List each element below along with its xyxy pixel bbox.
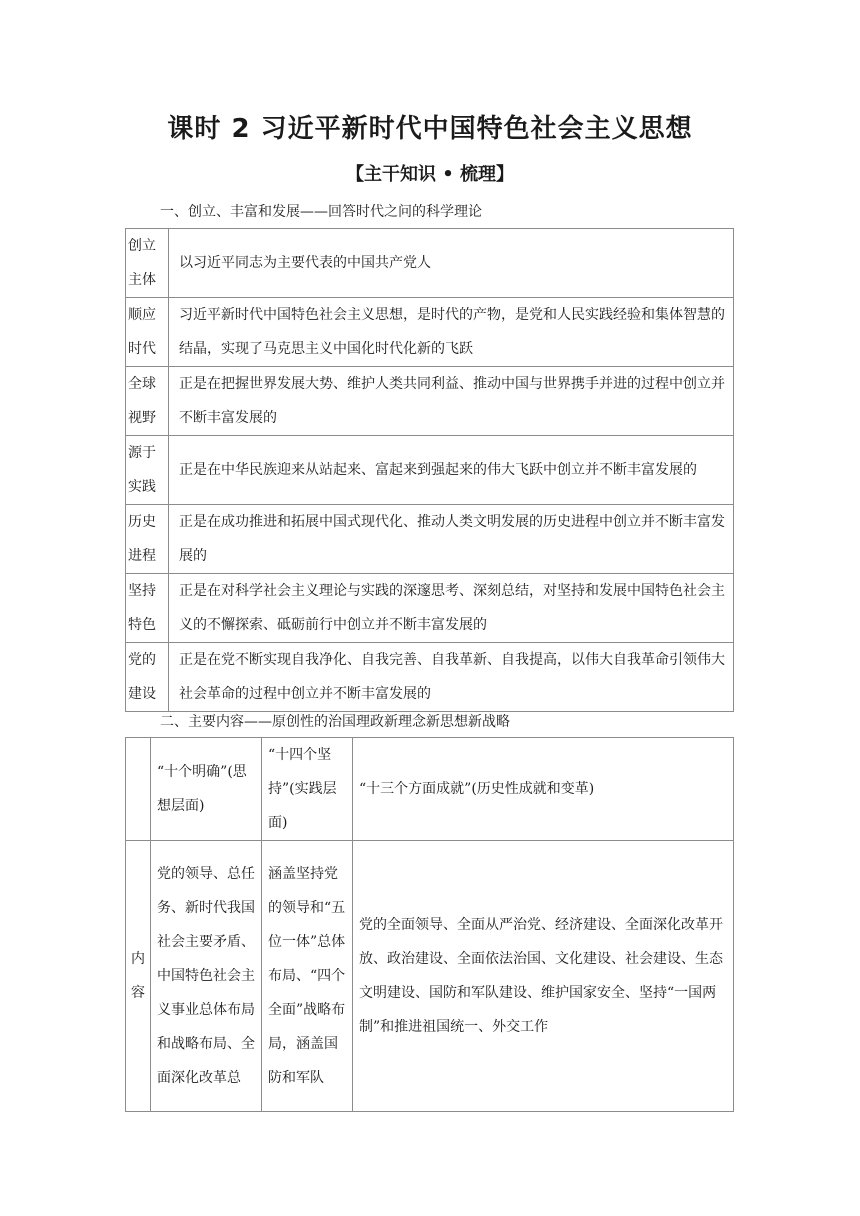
row-label: 党的建设	[126, 643, 169, 712]
section2-heading: 二、主要内容——原创性的治国理政新理念新思想新战略	[160, 714, 510, 730]
table-row	[126, 643, 734, 712]
header-cell-ten-clarifications: “十个明确”(思想层面)	[151, 738, 262, 841]
table-row	[126, 505, 734, 574]
row-label: 源于实践	[126, 436, 169, 505]
cell-thirteen-achievements: 党的全面领导、全面从严治党、经济建设、全面深化改革开放、政治建设、全面依法治国、文化建设、社会建设、生态文明建设、国防和军队建设、维护国家安全、坚持“一国两制”和推进祖国统一、外交工作	[353, 841, 734, 1112]
theory-table	[125, 228, 734, 712]
row-label: 创立主体	[126, 229, 169, 298]
table-row	[126, 229, 734, 298]
row-content: 正是在中华民族迎来从站起来、富起来到强起来的伟大飞跃中创立并不断丰富发展的	[169, 436, 734, 505]
row-label: 坚持特色	[126, 574, 169, 643]
header-cell-thirteen-achievements: “十三个方面成就”(历史性成就和变革)	[353, 738, 734, 841]
content-table	[125, 737, 734, 1112]
row-label: 历史进程	[126, 505, 169, 574]
section-subtitle: 【主干知识 • 梳理】	[345, 164, 515, 185]
row-content: 以习近平同志为主要代表的中国共产党人	[169, 229, 734, 298]
header-cell-empty	[126, 738, 151, 841]
table-header-row	[126, 738, 734, 841]
table-row	[126, 574, 734, 643]
cell-ten-clarifications: 党的领导、总任务、新时代我国社会主要矛盾、中国特色社会主义事业总体布局和战略布局、全面深化改革总	[151, 841, 262, 1112]
cell-fourteen-adherences: 涵盖坚持党的领导和“五位一体”总体布局、“四个全面”战略布局，涵盖国防和军队	[262, 841, 353, 1112]
row-content: 正是在党不断实现自我净化、自我完善、自我革新、自我提高，以伟大自我革命引领伟大社会革命的过程中创立并不断丰富发展的	[169, 643, 734, 712]
row-label: 内容	[126, 841, 151, 1112]
row-content: 正是在成功推进和拓展中国式现代化、推动人类文明发展的历史进程中创立并不断丰富发展的	[169, 505, 734, 574]
table-row	[126, 436, 734, 505]
header-cell-fourteen-adherences: “十四个坚持”(实践层面)	[262, 738, 353, 841]
row-label: 顺应时代	[126, 298, 169, 367]
row-label: 全球视野	[126, 367, 169, 436]
section1-heading: 一、创立、丰富和发展——回答时代之问的科学理论	[160, 204, 482, 220]
table-row	[126, 367, 734, 436]
page-title: 课时 2 习近平新时代中国特色社会主义思想	[167, 114, 693, 144]
table-row	[126, 298, 734, 367]
row-content: 正是在对科学社会主义理论与实践的深邃思考、深刻总结，对坚持和发展中国特色社会主义的不懈探索、砥砺前行中创立并不断丰富发展的	[169, 574, 734, 643]
row-content: 习近平新时代中国特色社会主义思想，是时代的产物，是党和人民实践经验和集体智慧的结晶，实现了马克思主义中国化时代化新的飞跃	[169, 298, 734, 367]
row-content: 正是在把握世界发展大势、维护人类共同利益、推动中国与世界携手并进的过程中创立并不断丰富发展的	[169, 367, 734, 436]
table-row	[126, 841, 734, 1112]
